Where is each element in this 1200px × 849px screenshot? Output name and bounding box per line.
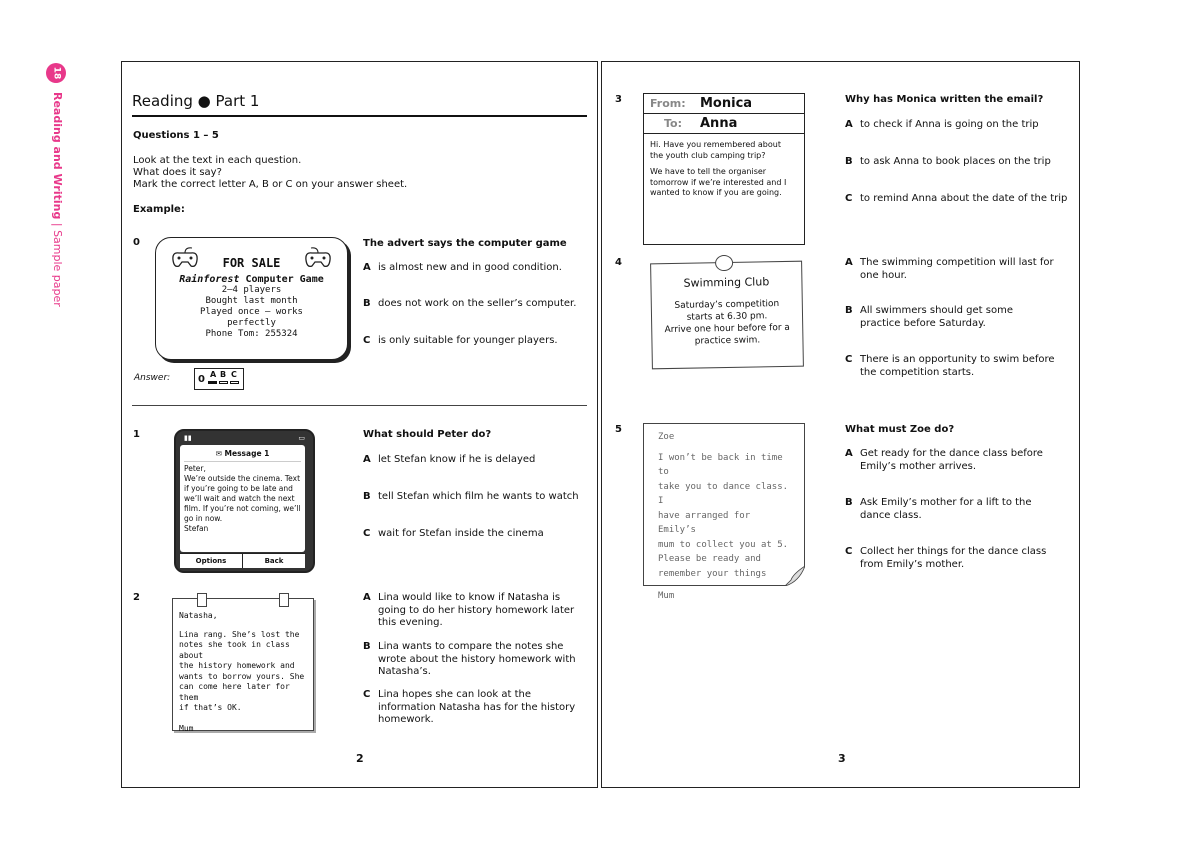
page-number: 3 bbox=[838, 752, 846, 765]
option-c: C wait for Stefan inside the cinema bbox=[363, 528, 544, 539]
option-a: A is almost new and in good condition. bbox=[363, 262, 562, 273]
advert-line: 2–4 players bbox=[221, 285, 282, 295]
answer-box: 0 A B C bbox=[194, 368, 244, 390]
question-text: The advert says the computer game bbox=[363, 238, 567, 249]
swimming-poster bbox=[650, 261, 804, 370]
note-line: take you to dance class. I bbox=[658, 481, 789, 506]
note-line: wants to borrow yours. She bbox=[179, 671, 305, 681]
option-b: B tell Stefan which film he wants to watch bbox=[363, 491, 579, 502]
option-c: C There is an opportunity to swim before the competition starts. bbox=[845, 354, 1055, 378]
pin-icon bbox=[715, 255, 733, 271]
divider bbox=[132, 405, 587, 406]
option-a: A The swimming competition will last for one hour. bbox=[845, 257, 1054, 281]
signal-icon: ▮▮ bbox=[184, 434, 192, 442]
page-curl-icon bbox=[785, 566, 805, 586]
advert-line: Played once – works bbox=[200, 307, 303, 317]
poster-line: Saturday’s competition bbox=[674, 299, 780, 311]
gamepad-icon bbox=[303, 246, 333, 272]
option-a: A Get ready for the dance class before Emily’s mother arrives. bbox=[845, 448, 1043, 472]
poster-line: Arrive one hour before for a bbox=[664, 322, 790, 336]
note-line: notes she took in class about bbox=[179, 640, 290, 660]
answer-label: Answer: bbox=[134, 373, 171, 383]
option-c: C to remind Anna about the date of the trip bbox=[845, 193, 1068, 204]
advert-game: Rainforest Computer Game bbox=[179, 274, 324, 285]
option-b: B does not work on the seller’s computer. bbox=[363, 298, 577, 309]
page-number: 2 bbox=[356, 752, 364, 765]
from-label: From: bbox=[650, 97, 686, 110]
handwritten-note bbox=[172, 598, 314, 731]
advert-heading: FOR SALE bbox=[222, 256, 281, 270]
question-number: 5 bbox=[615, 424, 622, 435]
question-text: Why has Monica written the email? bbox=[845, 94, 1044, 105]
for-sale-advert bbox=[155, 237, 348, 360]
advert-line: perfectly bbox=[227, 318, 276, 328]
option-a: A to check if Anna is going on the trip bbox=[845, 119, 1039, 130]
poster-line: starts at 6.30 pm. bbox=[686, 311, 768, 323]
option-b: B to ask Anna to book places on the trip bbox=[845, 156, 1051, 167]
note-line: if that’s OK. bbox=[179, 703, 242, 712]
gamepad-icon bbox=[170, 246, 200, 272]
option-a: A Lina would like to know if Natasha is going to do her history homework later this evening. bbox=[363, 592, 575, 628]
battery-icon: ▭ bbox=[298, 434, 305, 442]
question-number: 1 bbox=[133, 429, 140, 440]
zoe-note bbox=[643, 423, 805, 601]
option-b: B All swimmers should get some practice before Saturday. bbox=[845, 305, 1014, 329]
example-label: Example: bbox=[133, 204, 185, 215]
answer-mark-c bbox=[230, 381, 239, 384]
note-line: the history homework and bbox=[179, 661, 295, 670]
email-window bbox=[643, 93, 805, 245]
question-text: What should Peter do? bbox=[363, 429, 492, 440]
right-page bbox=[601, 61, 1080, 788]
left-page bbox=[121, 61, 598, 788]
question-number: 3 bbox=[615, 94, 622, 105]
poster-title: Swimming Club bbox=[683, 275, 770, 290]
question-text: What must Zoe do? bbox=[845, 424, 955, 435]
question-number: 0 bbox=[133, 237, 140, 248]
option-c: C Lina hopes she can look at the information Natasha has for the history homework. bbox=[363, 689, 576, 725]
option-c: C Collect her things for the dance class from Emily’s mother. bbox=[845, 546, 1047, 570]
option-a: A let Stefan know if he is delayed bbox=[363, 454, 536, 465]
note-greeting: Zoe bbox=[658, 432, 675, 442]
note-line: Please be ready and bbox=[658, 554, 761, 564]
side-section-label: Reading and Writing | Sample paper bbox=[51, 92, 64, 307]
envelope-icon: ✉ bbox=[215, 449, 225, 458]
note-line: remember your things bbox=[658, 568, 767, 579]
note-line: I won’t be back in time to bbox=[658, 452, 783, 477]
note-line: mum to collect you at 5. bbox=[658, 539, 789, 550]
poster-line: practice swim. bbox=[694, 335, 761, 347]
option-b: B Ask Emily’s mother for a lift to the dance class. bbox=[845, 497, 1032, 521]
note-greeting: Natasha, bbox=[179, 611, 218, 620]
questions-label: Questions 1 – 5 bbox=[133, 130, 219, 141]
note-line: can come here later for them bbox=[179, 682, 290, 702]
message-header: ✉ Message 1 bbox=[184, 445, 301, 462]
title-rule bbox=[132, 115, 587, 117]
message-body: Peter, We’re outside the cinema. Text if you’re going to be late and we’ll wait and watch the next film. If you’re not coming, we’ll go in now. Stefan bbox=[184, 464, 301, 533]
advert-line: Phone Tom: 255324 bbox=[205, 329, 298, 339]
pin-icon bbox=[197, 593, 207, 607]
from-value: Monica bbox=[700, 96, 753, 111]
email-body: Hi. Have you remembered about the youth club camping trip? We have to tell the organiser tomorrow if we’re interested and I wanted to know if you are going. bbox=[650, 140, 787, 197]
pin-icon bbox=[279, 593, 289, 607]
advert-line: Bought last month bbox=[205, 296, 298, 306]
back-softkey: Back bbox=[264, 557, 284, 565]
note-line: have arranged for Emily’s bbox=[658, 510, 751, 535]
note-sign: Mum bbox=[658, 591, 675, 601]
note-line: Lina rang. She’s lost the bbox=[179, 629, 300, 639]
question-number: 4 bbox=[615, 257, 622, 268]
section-badge: 18 bbox=[46, 63, 66, 83]
instructions: Look at the text in each question. What does it say? Mark the correct letter A, B or C on your answer sheet. bbox=[133, 155, 408, 190]
note-sign: Mum bbox=[179, 723, 194, 733]
question-number: 2 bbox=[133, 592, 140, 603]
page-title: Reading ● Part 1 bbox=[132, 92, 260, 110]
answer-mark-b bbox=[219, 381, 228, 384]
options-softkey: Options bbox=[180, 554, 243, 568]
option-c: C is only suitable for younger players. bbox=[363, 335, 558, 346]
phone-message bbox=[174, 429, 315, 573]
option-b: B Lina wants to compare the notes she wrote about the history homework with Natasha’s. bbox=[363, 641, 576, 677]
to-value: Anna bbox=[700, 116, 738, 131]
answer-mark-a bbox=[208, 381, 217, 384]
to-label: To: bbox=[664, 117, 682, 130]
